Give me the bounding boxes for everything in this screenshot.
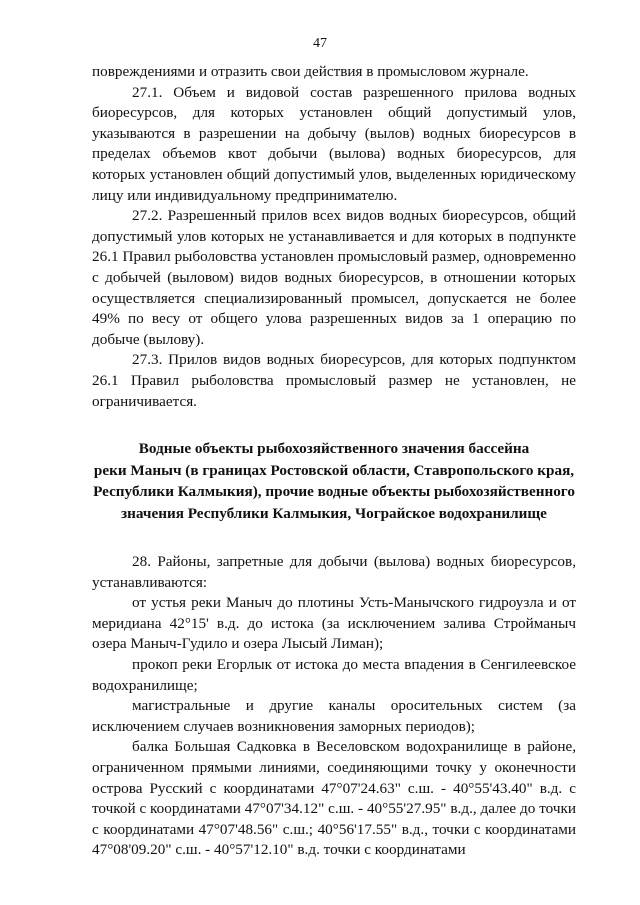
section-heading-line-2: реки Маныч (в границах Ростовской области, Ставропольского края,	[93, 461, 575, 479]
section-heading-line-3: Республики Калмыкия), прочие водные объекты рыбохозяйственного	[93, 483, 575, 501]
section-heading-line-1: Водные объекты рыбохозяйственного значения бассейна	[138, 440, 530, 458]
paragraph-continuation: повреждениями и отразить свои действия в промысловом журнале.	[92, 63, 529, 80]
list-item-manych: от устья реки Маныч до плотины Усть-Манычского гидроузла и от меридиана 42°15' в.д. до истока (за исключением залива Стройманыч озера Маныч-Гудило и озера Лысый Лиман);	[92, 594, 576, 653]
section-heading-line-4: значения Республики Калмыкия, Чограйское водохранилище	[121, 504, 547, 522]
list-item-egorlyk: прокоп реки Егорлык от истока до места впадения в Сенгилеевское водохранилище;	[92, 656, 576, 694]
section-heading	[92, 438, 576, 524]
paragraph-27-2: 27.2. Разрешенный прилов всех видов водных биоресурсов, общий допустимый улов которых не устанавливается и для которых в подпункте 26.1 Правил рыболовства установлен промысловый размер, одновременно с добычей (выловом) видов водных биоресурсов, в отношении которых осуществляется специализированный промысел, допускается не более 49% по весу от общего улова разрешенных видов за 1 операцию по добыче (вылову).	[92, 207, 576, 348]
list-item-sadkovka: балка Большая Садковка в Веселовском водохранилище в районе, ограниченном прямыми линиями, соединяющими точку у оконечности острова Русский с координатами 47°07'24.63" с.ш. - 40°55'43.40" в.д. с точкой с координатами 47°07'34.12" с.ш. - 40°55'27.95" в.д., далее до точки с координатами 47°07'48.56" с.ш.; 40°56'17.55" в.д., точки с координатами 47°08'09.20" с.ш. - 40°57'12.10" в.д. точки с координатами	[92, 738, 576, 859]
list-item-canals: магистральные и другие каналы оросительных систем (за исключением случаев возникновения заморных периодов);	[92, 697, 576, 735]
page-number: 47	[313, 36, 327, 51]
paragraph-28: 28. Районы, запретные для добычи (вылова) водных биоресурсов, устанавливаются:	[92, 553, 576, 591]
paragraph-27-1: 27.1. Объем и видовой состав разрешенного прилова водных биоресурсов, для которых установлен общий допустимый улов, указываются в разрешении на добычу (вылов) водных биоресурсов в пределах объемов квот добычи (вылова) водных биоресурсов, для которых установлен общий допустимый улов, выделенных юридическому лицу или индивидуальному предпринимателю.	[92, 83, 576, 204]
document-body	[92, 62, 576, 861]
paragraph-27-3: 27.3. Прилов видов водных биоресурсов, для которых подпунктом 26.1 Правил рыболовства промысловый размер не установлен, не ограничивается.	[92, 351, 576, 410]
